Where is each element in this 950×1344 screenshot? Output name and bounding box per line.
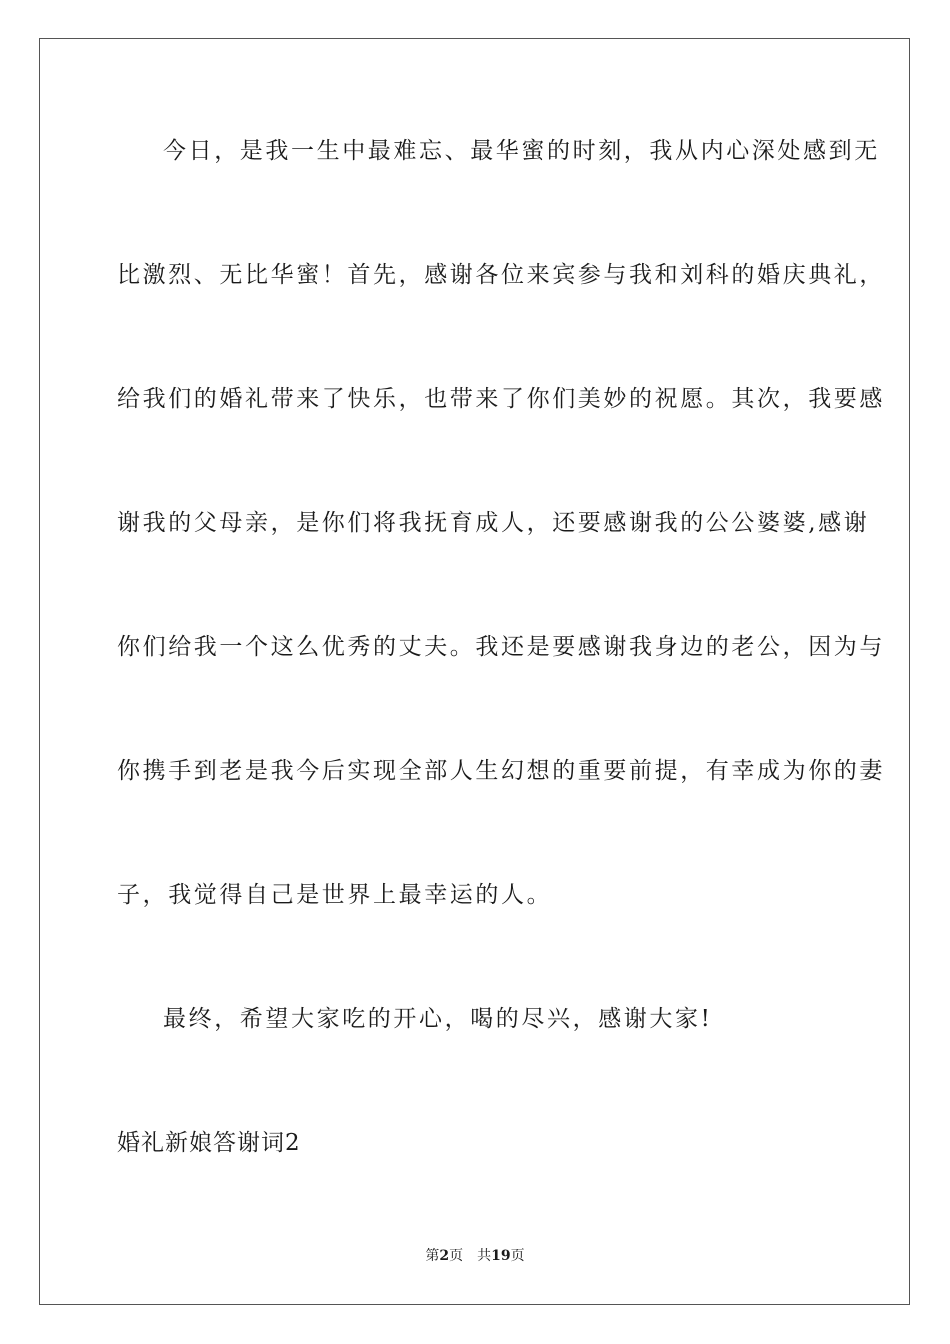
current-page-number: 2 <box>439 1248 450 1264</box>
paragraph-line: 今日，是我一生中最难忘、最华蜜的时刻，我从内心深处感到无 <box>163 138 880 164</box>
paragraph-line: 你们给我一个这么优秀的丈夫。我还是要感谢我身边的老公，因为与 <box>117 634 885 660</box>
page-border <box>39 38 910 1305</box>
section-heading: 婚礼新娘答谢词2 <box>117 1130 301 1156</box>
paragraph-line: 谢我的父母亲，是你们将我抚育成人，还要感谢我的公公婆婆,感谢 <box>117 510 870 536</box>
paragraph-line: 子，我觉得自己是世界上最幸运的人。 <box>117 882 553 908</box>
total-pages-number: 19 <box>491 1248 511 1264</box>
footer-prefix: 第 <box>425 1248 440 1264</box>
footer-total-prefix: 共 <box>477 1248 492 1264</box>
footer-page-suffix: 页 <box>449 1248 464 1264</box>
paragraph-line: 你携手到老是我今后实现全部人生幻想的重要前提，有幸成为你的妻 <box>117 758 885 784</box>
paragraph-line: 给我们的婚礼带来了快乐，也带来了你们美妙的祝愿。其次，我要感 <box>117 386 885 412</box>
paragraph-line: 比激烈、无比华蜜！首先，感谢各位来宾参与我和刘科的婚庆典礼， <box>117 262 885 288</box>
paragraph-line: 最终，希望大家吃的开心，喝的尽兴，感谢大家! <box>163 1006 713 1032</box>
footer-total-suffix: 页 <box>510 1248 525 1264</box>
page-footer <box>0 1247 950 1265</box>
